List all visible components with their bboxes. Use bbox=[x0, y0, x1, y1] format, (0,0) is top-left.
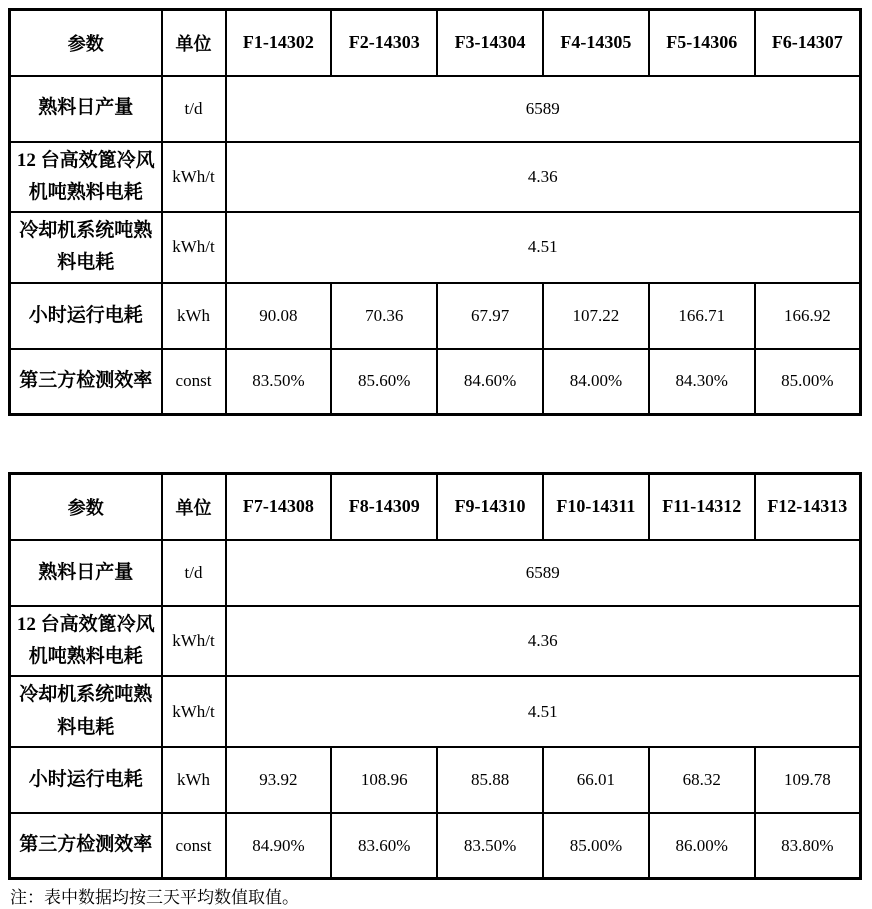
value-cell: 107.22 bbox=[543, 283, 649, 349]
header-row bbox=[10, 10, 861, 76]
col-header-f4: F4-14305 bbox=[543, 10, 649, 76]
value-cell: 70.36 bbox=[331, 283, 437, 349]
unit-cell: t/d bbox=[162, 540, 226, 606]
value-cell: 108.96 bbox=[331, 747, 437, 813]
merged-value-cell: 4.51 bbox=[226, 676, 861, 747]
value-cell: 83.80% bbox=[755, 813, 861, 879]
value-cell: 85.00% bbox=[755, 349, 861, 415]
param-cell: 第三方检测效率 bbox=[10, 813, 162, 879]
param-cell: 12 台高效篦冷风机吨熟料电耗 bbox=[10, 142, 162, 213]
table-row-cooler-power-per-ton bbox=[10, 676, 861, 747]
col-header-param: 参数 bbox=[10, 10, 162, 76]
table-row-hourly-power bbox=[10, 283, 861, 349]
table-row-clinker-output bbox=[10, 540, 861, 606]
value-cell: 166.92 bbox=[755, 283, 861, 349]
col-header-f5: F5-14306 bbox=[649, 10, 755, 76]
value-cell: 84.30% bbox=[649, 349, 755, 415]
col-header-unit: 单位 bbox=[162, 474, 226, 540]
col-header-unit: 单位 bbox=[162, 10, 226, 76]
value-cell: 83.60% bbox=[331, 813, 437, 879]
unit-cell: const bbox=[162, 349, 226, 415]
value-cell: 84.00% bbox=[543, 349, 649, 415]
value-cell: 67.97 bbox=[437, 283, 543, 349]
unit-cell: kWh bbox=[162, 747, 226, 813]
unit-cell: t/d bbox=[162, 76, 226, 142]
unit-cell: const bbox=[162, 813, 226, 879]
table-row-hourly-power bbox=[10, 747, 861, 813]
param-cell: 冷却机系统吨熟料电耗 bbox=[10, 212, 162, 283]
table-row-third-party-efficiency bbox=[10, 813, 861, 879]
col-header-f10: F10-14311 bbox=[543, 474, 649, 540]
col-header-f7: F7-14308 bbox=[226, 474, 332, 540]
unit-cell: kWh/t bbox=[162, 676, 226, 747]
merged-value-cell: 6589 bbox=[226, 76, 861, 142]
param-cell: 熟料日产量 bbox=[10, 540, 162, 606]
value-cell: 68.32 bbox=[649, 747, 755, 813]
table-row-fan-power-per-ton bbox=[10, 142, 861, 213]
unit-cell: kWh bbox=[162, 283, 226, 349]
param-cell: 熟料日产量 bbox=[10, 76, 162, 142]
value-cell: 84.60% bbox=[437, 349, 543, 415]
value-cell: 85.00% bbox=[543, 813, 649, 879]
value-cell: 166.71 bbox=[649, 283, 755, 349]
param-cell: 小时运行电耗 bbox=[10, 747, 162, 813]
col-header-f2: F2-14303 bbox=[331, 10, 437, 76]
value-cell: 66.01 bbox=[543, 747, 649, 813]
value-cell: 86.00% bbox=[649, 813, 755, 879]
table-row-fan-power-per-ton bbox=[10, 606, 861, 677]
table-row-third-party-efficiency bbox=[10, 349, 861, 415]
value-cell: 83.50% bbox=[437, 813, 543, 879]
table-footnote: 注：表中数据均按三天平均数值取值。 bbox=[10, 888, 299, 908]
col-header-f11: F11-14312 bbox=[649, 474, 755, 540]
fan-parameters-table-2 bbox=[8, 472, 862, 880]
col-header-f8: F8-14309 bbox=[331, 474, 437, 540]
value-cell: 93.92 bbox=[226, 747, 332, 813]
col-header-param: 参数 bbox=[10, 474, 162, 540]
col-header-f3: F3-14304 bbox=[437, 10, 543, 76]
value-cell: 84.90% bbox=[226, 813, 332, 879]
merged-value-cell: 4.36 bbox=[226, 606, 861, 677]
param-cell: 12 台高效篦冷风机吨熟料电耗 bbox=[10, 606, 162, 677]
col-header-f6: F6-14307 bbox=[755, 10, 861, 76]
table-row-cooler-power-per-ton bbox=[10, 212, 861, 283]
col-header-f12: F12-14313 bbox=[755, 474, 861, 540]
fan-parameters-table-1 bbox=[8, 8, 862, 416]
header-row bbox=[10, 474, 861, 540]
value-cell: 85.60% bbox=[331, 349, 437, 415]
merged-value-cell: 4.36 bbox=[226, 142, 861, 213]
value-cell: 83.50% bbox=[226, 349, 332, 415]
merged-value-cell: 4.51 bbox=[226, 212, 861, 283]
value-cell: 90.08 bbox=[226, 283, 332, 349]
param-cell: 冷却机系统吨熟料电耗 bbox=[10, 676, 162, 747]
value-cell: 109.78 bbox=[755, 747, 861, 813]
param-cell: 小时运行电耗 bbox=[10, 283, 162, 349]
col-header-f9: F9-14310 bbox=[437, 474, 543, 540]
col-header-f1: F1-14302 bbox=[226, 10, 332, 76]
table-row-clinker-output bbox=[10, 76, 861, 142]
unit-cell: kWh/t bbox=[162, 212, 226, 283]
value-cell: 85.88 bbox=[437, 747, 543, 813]
merged-value-cell: 6589 bbox=[226, 540, 861, 606]
unit-cell: kWh/t bbox=[162, 606, 226, 677]
param-cell: 第三方检测效率 bbox=[10, 349, 162, 415]
unit-cell: kWh/t bbox=[162, 142, 226, 213]
